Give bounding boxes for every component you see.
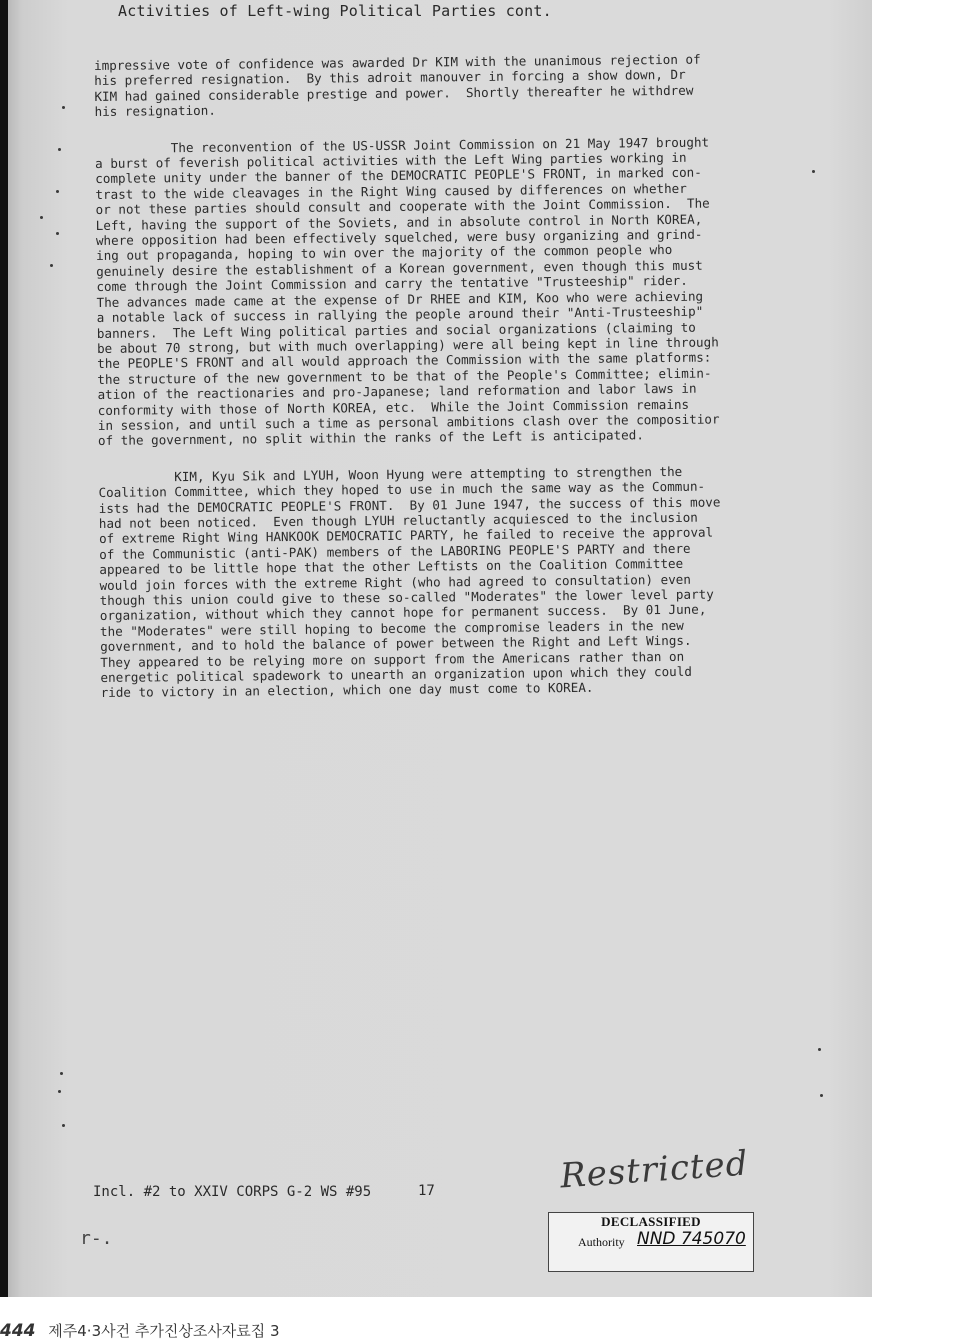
text-line: where opposition had been effectively squelched, were busy organizing and grind- — [95, 226, 703, 249]
text-line: appeared to be little hope that the other Leftists on the Coalition Committee — [99, 556, 684, 578]
text-line: Coalition Committee, which they hoped to use in much the same way as the Commun- — [98, 478, 706, 501]
text-line: KIM, Kyu Sik and LYUH, Woon Hyung were attempting to strengthen the — [98, 463, 683, 485]
margin-speck — [62, 106, 65, 109]
text-line: of the government, no split within the ranks of the Left is anticipated. — [97, 427, 644, 449]
text-line: The reconvention of the US-USSR Joint Commission on 21 May 1947 brought — [94, 134, 710, 156]
text-line: organization, without which they cannot hope for permanent success. By 01 June, — [99, 602, 707, 624]
stamp-title: DECLASSIFIED — [601, 1214, 701, 1229]
text-line: had not been noticed. Even though LYUH reluctantly acquiesced to the inclusion — [98, 509, 698, 531]
text-line: come through the Joint Commission and carry the tentative "Trusteeship" rider. — [96, 273, 688, 295]
handwritten-restricted-note: Restricted — [558, 1143, 750, 1197]
text-line: the structure of the new government to be that of the People's Committee; elimin- — [97, 365, 712, 387]
text-line: government, and to hold the balance of power between the Right and Left Wings. — [100, 632, 692, 655]
text-line: a burst of feverish political activities with the Left Wing parties working in — [95, 149, 687, 172]
text-line: his preferred resignation. By this adroit manouver in forcing a show down, Dr — [94, 67, 686, 89]
book-title: 제주4·3사건 추가진상조사자료집 3 — [48, 1322, 280, 1340]
enclosure-reference: Incl. #2 to XXIV CORPS G-2 WS #95 — [93, 1184, 372, 1200]
text-line: ists had the DEMOCRATIC PEOPLE'S FRONT. By 01 June 1947, the success of this move — [98, 494, 721, 516]
text-line: banners. The Left Wing political parties and social organizations (claiming to — [96, 319, 696, 341]
text-line: ride to victory in an election, which one day must come to KOREA. — [100, 680, 594, 701]
text-line: energetic political spadework to unearth an organization upon which they could — [100, 663, 692, 685]
text-line: conformity with those of North KOREA, etc. While the Joint Commission remains — [97, 396, 690, 418]
text-line: the PEOPLE'S FRONT and all would approach the Commission with the same platforms: — [97, 349, 712, 372]
text-line: They appeared to be relying more on support from the Americans rather than on — [100, 648, 685, 670]
text-line: though this union could give to these so-called "Moderates" the lower level party — [99, 586, 714, 608]
text-line: or not these parties should consult and cooperate with the Joint Commission. The — [95, 195, 710, 218]
text-line: ing out propaganda, hoping to win over the majority of the common people who — [95, 242, 673, 264]
text-line: impressive vote of confidence was awarded Dr KIM with the unanimous rejection of — [94, 51, 701, 73]
stamp-authority-number: NND 745070 — [637, 1229, 746, 1249]
text-line: his resignation. — [94, 102, 216, 120]
book-page-number: 444 — [0, 1321, 36, 1341]
text-line: a notable lack of success in rallying the people around their "Anti-Trusteeship" — [96, 303, 704, 326]
margin-scribble: r-. — [80, 1228, 113, 1249]
text-line: genuinely desire the establishment of a Korean government, even though this must — [96, 257, 703, 279]
text-line: ation of the reactionaries and pro-Japanese; land reformation and labor laws in — [97, 380, 697, 403]
text-line: be about 70 strong, but with much overlapping) were all being kept in line through — [96, 334, 719, 356]
margin-speck — [56, 232, 59, 235]
page-number: 17 — [418, 1183, 435, 1199]
text-line: The advances made came at the expense of Dr RHEE and KIM, Koo who were achieving — [96, 288, 704, 310]
margin-speck — [58, 1090, 61, 1093]
margin-speck — [56, 190, 59, 193]
page-header: Activities of Left-wing Political Parties cont. — [118, 2, 552, 20]
text-line: would join forces with the extreme Right (who had agreed to consultation) even — [99, 571, 691, 593]
margin-speck — [58, 148, 61, 151]
paragraph-2 — [95, 133, 798, 448]
margin-speck — [50, 264, 53, 267]
text-line: KIM had gained considerable prestige and power. Shortly thereafter he withdrew — [94, 82, 694, 104]
book-caption — [0, 1320, 280, 1341]
text-line: Left, having the support of the Soviets, and in absolute control in North KOREA, — [95, 211, 703, 233]
text-line: in session, and until such a time as personal ambitions clash over the compositior — [97, 411, 720, 433]
margin-speck — [818, 1048, 821, 1051]
text-line: complete unity under the banner of the DEMOCRATIC PEOPLE'S FRONT, in marked con- — [95, 165, 702, 187]
paragraph-1 — [94, 51, 795, 120]
paragraph-3 — [98, 462, 800, 700]
text-line: trast to the wide cleavages in the Right Wing caused by differences on whether — [95, 180, 687, 202]
text-line: of the Communistic (anti-PAK) members of the LABORING PEOPLE'S PARTY and there — [99, 540, 691, 562]
declassified-stamp — [548, 1212, 754, 1272]
margin-speck — [60, 1072, 63, 1075]
margin-speck — [820, 1094, 823, 1097]
stamp-authority-label: Authority — [578, 1235, 625, 1249]
document-body — [94, 51, 801, 722]
margin-speck — [40, 216, 43, 219]
margin-speck — [62, 1124, 65, 1127]
text-line: of extreme Right Wing HANKOOK DEMOCRATIC PARTY, he failed to receive the approval — [98, 524, 714, 547]
text-line: the "Moderates" were still hoping to become the compromise leaders in the new — [99, 617, 684, 639]
margin-speck — [812, 170, 815, 173]
